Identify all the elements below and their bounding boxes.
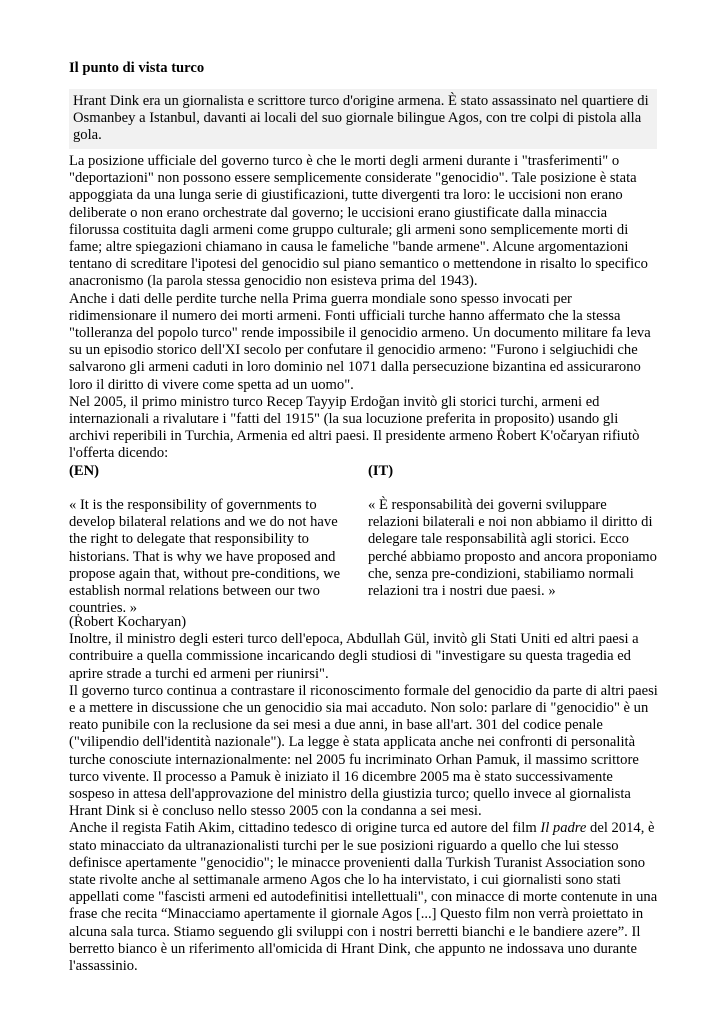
paragraph-text: del 2014, è stato minacciato da ultranazionalisti turchi per le sue posizioni riguardo a quello che lui stesso definisce apertamente "genocidio"; le minacce provenienti dalla Turkish Turanist Association sono state rivolte anche al settimanale armeno Agos che lo ha intervistato, i cui giornalisti sono stati appellati come "fascisti armeni ed autodefinitisi intellettuali", con minacce di morte contenute in una frase che recita “Minacciamo apertamente il giornale Agos [...] Questo film non verrà proiettato in alcuna sala turca. Stiamo seguendo gli sviluppi con i nostri berretti bianchi e le bandiere azere”. Il berretto bianco è un riferimento all'omicida di Hrant Dink, che appunto ne indossava uno durante l'assassinio. (69, 820, 658, 975)
quote-en-text: « It is the responsibility of governments to develop bilateral relations and we do not have the right to delegate that responsibility to historians. That is why we have proposed and propose again that, without pre-conditions, we establish normal relations between our two countries. » (69, 497, 341, 617)
film-title: Il padre (540, 820, 587, 837)
paragraph: Il governo turco continua a contrastare il riconoscimento formale del genocidio da parte di altri paesi e a mettere in discussione che un genocidio sia mai accaduto. Non solo: parlare di "genocidio" è un reato punibile con la reclusione da sei mesi a due anni, in base all'art. 301 del codice penale ("vilipendio dell'identità nazionale"). La legge è stata applicata anche nei confronti di personalità turche conosciute internazionalmente: nel 2005 fu incriminato Orhan Pamuk, il massimo scrittore turco vivente. Il processo a Pamuk è iniziato il 16 dicembre 2005 ma è stato successivamente sospeso in attesa dell'approvazione del ministro della giustizia turco; quello invece al giornalista Hrant Dink si è concluso nello stesso 2005 con la condanna a sei mesi. (69, 682, 658, 820)
caption-text: Hrant Dink era un giornalista e scrittore turco d'origine armena. È stato assassinato nel quartiere di Osmanbey a Istanbul, davanti ai locali del suo giornale bilingue Agos, con tre colpi di pistola alla gola. (73, 93, 649, 144)
paragraph-with-film-title (69, 820, 659, 975)
body-top (69, 153, 659, 463)
paragraph-text: Anche il regista Fatih Akim, cittadino tedesco di origine turca ed autore del film (69, 820, 541, 837)
quote-en-label: (EN) (69, 463, 99, 479)
body-bottom (69, 614, 659, 975)
paragraph: Nel 2005, il primo ministro turco Recep Tayyip Erdoğan invitò gli storici turchi, armeni ed internazionali a rivalutare i "fatti del 1915" (la sua locuzione preferita in proposito) usando gli archivi reperibili in Turchia, Armenia ed altri paesi. Il presidente armeno Ṙobert K'očaryan rifiutò l'offerta dicendo: (69, 393, 640, 462)
quote-it-label: (IT) (368, 463, 394, 479)
section-heading: Il punto di vista turco (69, 60, 205, 76)
paragraph: Inoltre, il ministro degli esteri turco dell'epoca, Abdullah Gül, invitò gli Stati Uniti ed altri paesi a contribuire a quella commissione incaricando degli studiosi di "investigare su questa tragedia ed aprire strade a turchi ed armeni per riunirsi". (69, 631, 639, 682)
image-caption-box (69, 89, 657, 149)
paragraph: Anche i dati delle perdite turche nella Prima guerra mondiale sono spesso invocati per ridimensionare il numero dei morti armeni. Fonti ufficiali turche hanno affermato che la stessa "tolleranza del popolo turco" rende impossibile il genocidio armeno. Un documento militare fa leva su un episodio storico dell'XI secolo per confutare il genocidio armeno: "Furono i selgiuchidi che salvarono gli armeni caduti in loro dominio nel 1071 dalla persecuzione bizantina ed assicurarono loro il diritto di vivere come spetta ad un uomo". (69, 290, 651, 393)
attribution: (Ṙobert Kocharyan) (69, 614, 187, 630)
paragraph: La posizione ufficiale del governo turco è che le morti degli armeni durante i "trasferimenti" o "deportazioni" non possono essere semplicemente considerate "genocidio". Tale posizione è stata appoggiata da una lunga serie di giustificazioni, tutte divergenti tra loro: le uccisioni non erano deliberate o non erano orchestrate dal governo; le uccisioni erano giustificate dalla minaccia filorussa costituita dagli armeni come gruppo culturale; gli armeni sono semplicemente morti di fame; altre spiegazioni chiamano in causa le fameliche "bande armene". Alcune argomentazioni tentano di screditare l'ipotesi del genocidio sul piano semantico o mettendone in risalto lo specifico anacronismo (la parola stessa genocidio non esisteva prima del 1943). (69, 153, 648, 290)
quote-it-text: « È responsabilità dei governi sviluppare relazioni bilaterali e noi non abbiamo il diritto di delegare tale responsabilità agli storici. Ecco perché abbiamo proposto and ancora proponiamo che, senza pre-condizioni, stabiliamo normali relazioni tra i nostri due paesi. » (368, 497, 657, 600)
